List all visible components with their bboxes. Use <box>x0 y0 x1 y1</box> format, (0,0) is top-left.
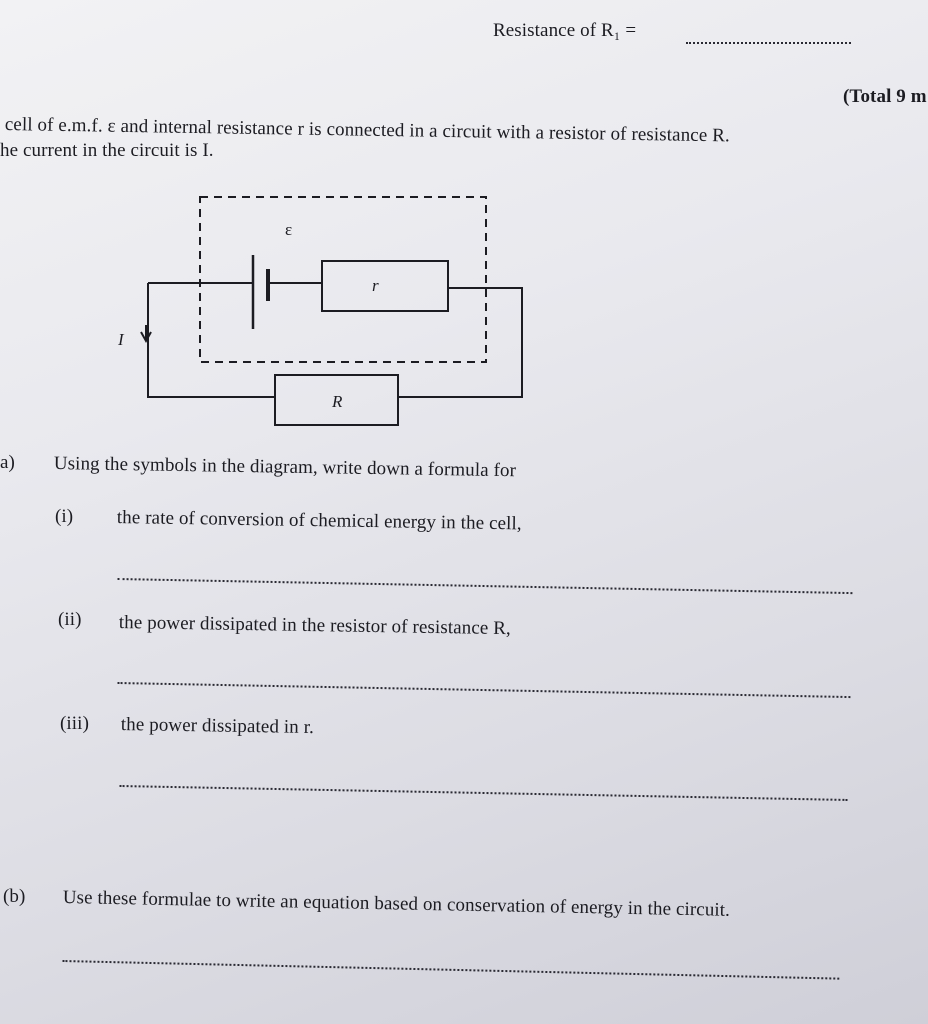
part-iii-answer-field[interactable] <box>120 763 848 803</box>
resistance-answer-field[interactable] <box>686 20 851 46</box>
internal-resistor-label: r <box>372 276 379 295</box>
answer-dotted-line <box>120 785 848 801</box>
wire-right <box>398 288 522 397</box>
cell-boundary-dashed <box>200 197 486 362</box>
intro-line-1: cell of e.m.f. ε and internal resistance r is connected in a circuit with a resistor of resistance R. <box>4 114 730 147</box>
answer-dotted-line <box>118 682 851 698</box>
intro-line-2: he current in the circuit is I. <box>0 140 214 161</box>
question-a-text: Using the symbols in the diagram, write down a formula for <box>53 453 517 482</box>
part-i-answer-field[interactable] <box>118 556 853 596</box>
part-i-label: (i) <box>55 506 74 527</box>
part-ii-label: (ii) <box>58 609 82 630</box>
part-ii-text: the power dissipated in the resistor of resistance R, <box>118 612 512 640</box>
answer-dotted-line <box>118 578 853 594</box>
part-i-text: the rate of conversion of chemical energy in the cell, <box>116 507 522 535</box>
circuit-diagram <box>110 185 530 435</box>
total-marks-label: (Total 9 m <box>843 86 927 107</box>
part-iii-label: (iii) <box>60 713 89 734</box>
question-b-text: Use these formulae to write an equation based on conservation of energy in the circuit. <box>62 887 731 921</box>
internal-resistor <box>322 261 448 311</box>
question-a-label: a) <box>0 452 15 473</box>
current-label: I <box>118 330 124 349</box>
part-ii-answer-field[interactable] <box>118 660 851 700</box>
question-b-label: (b) <box>3 886 26 907</box>
resistance-label: Resistance of R₁ = <box>493 20 637 41</box>
part-iii-text: the power dissipated in r. <box>120 714 315 739</box>
answer-dotted-line <box>62 960 839 980</box>
question-b-answer-field[interactable] <box>62 938 839 982</box>
emf-label: ε <box>285 220 293 239</box>
answer-dotted-line <box>686 42 851 44</box>
wire-left-bottom <box>148 283 275 397</box>
external-resistor-label: R <box>332 392 343 411</box>
